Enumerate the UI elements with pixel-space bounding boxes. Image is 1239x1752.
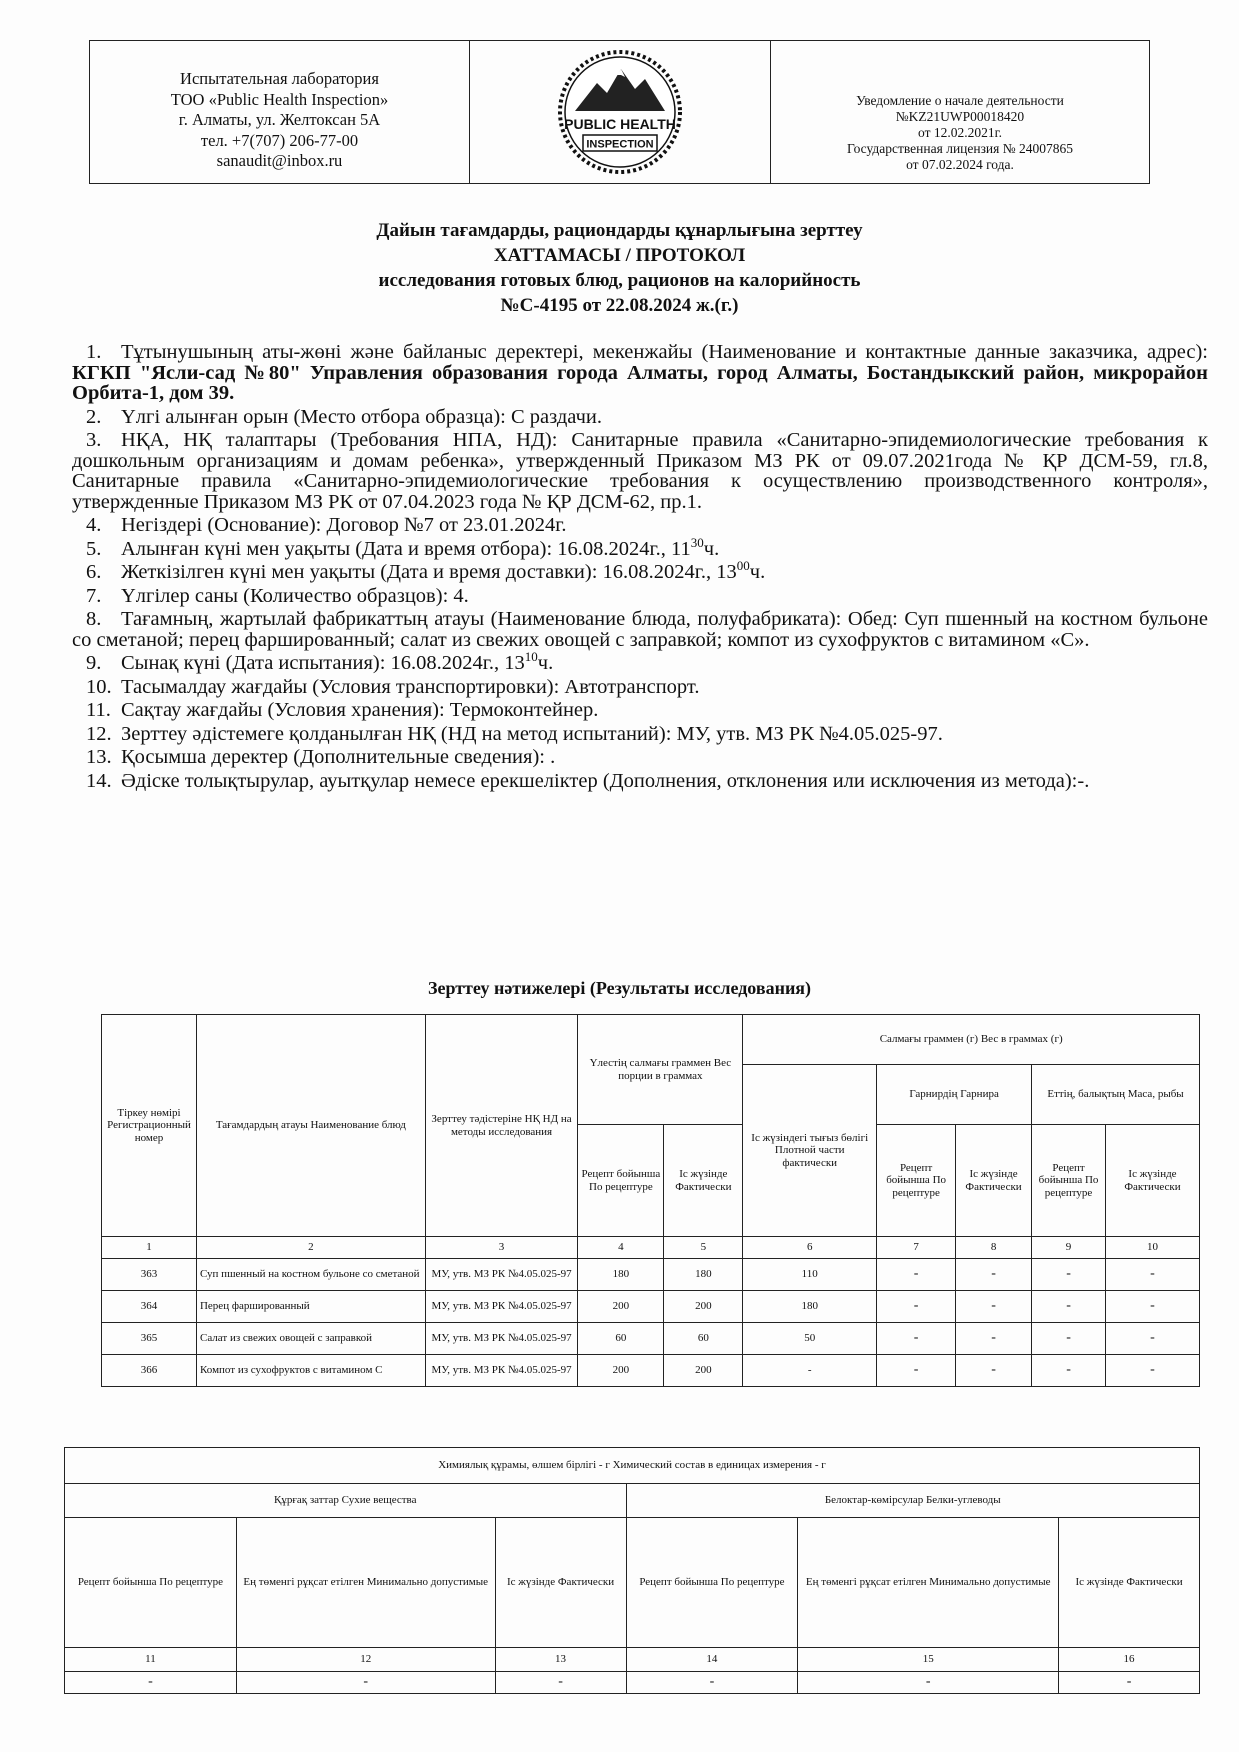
col-number: 11 (65, 1648, 237, 1672)
header-box (89, 40, 1150, 184)
col-number: 5 (664, 1237, 743, 1259)
lab-line: тел. +7(707) 206-77-00 (200, 130, 359, 150)
col-number: 1 (102, 1237, 197, 1259)
header-recipe: Рецепт бойынша По рецептуре (626, 1518, 798, 1648)
col-number: 13 (495, 1648, 626, 1672)
logo-text-1: PUBLIC HEALTH (564, 116, 676, 132)
title-line: Дайын тағамдарды, рациондарды құнарлығына зерттеу (376, 220, 863, 241)
header-actual: Іс жүзінде Фактически (664, 1125, 743, 1237)
protocol-items (72, 342, 1208, 794)
item-10: 10. Тасымалдау жағдайы (Условия транспортировки): Автотранспорт. (86, 675, 700, 698)
logo-cell (470, 41, 771, 183)
title-line: ХАТТАМАСЫ / ПРОТОКОЛ (493, 245, 746, 266)
item-7: 7. Үлгілер саны (Количество образцов): 4. (86, 584, 469, 607)
cell-value: - (877, 1291, 956, 1323)
cell-name: Перец фаршированный (196, 1291, 425, 1323)
table-row (65, 1672, 1200, 1694)
header-chemical: Химиялық құрамы, өлшем бірлігі - г Химический состав в единицах измерения - г (65, 1448, 1200, 1484)
license-line: Уведомление о начале деятельности (856, 93, 1064, 108)
header-recipe: Рецепт бойынша По рецептуре (578, 1125, 664, 1237)
item-5: 5. Алынған күні мен уақыты (Дата и время отбора): 16.08.2024г., $11^{30}ч$. (86, 534, 720, 560)
title-line: исследования готовых блюд, рационов на калорийность (378, 270, 861, 291)
cell-value: - (1059, 1672, 1200, 1694)
cell-name: Суп пшенный на костном бульоне со сметаной (196, 1259, 425, 1291)
cell-name: Салат из свежих овощей с заправкой (196, 1323, 425, 1355)
item-14: 14. Әдіске толықтырулар, ауытқулар немесе ерекшеліктер (Дополнения, отклонения или исключения из метода):-. (86, 769, 1090, 792)
cell-value: - (743, 1355, 877, 1387)
cell-method: МУ, утв. МЗ РК №4.05.025-97 (425, 1259, 578, 1291)
cell-value: - (956, 1291, 1032, 1323)
cell-value: - (877, 1355, 956, 1387)
cell-reg: 364 (102, 1291, 197, 1323)
item-4: 4. Негіздері (Основание): Договор №7 от 23.01.2024г. (86, 514, 567, 536)
cell-value: - (956, 1355, 1032, 1387)
cell-value: - (956, 1259, 1032, 1291)
item-12: 12. Зерттеу әдістемеге қолданылған НҚ (НД на метод испытаний): МУ, утв. МЗ РК №4.05.025-97. (86, 722, 943, 745)
header-meat: Еттің, балықтың Маса, рыбы (1032, 1065, 1200, 1125)
col-number: 2 (196, 1237, 425, 1259)
col-number: 6 (743, 1237, 877, 1259)
header-recipe: Рецепт бойынша По рецептуре (65, 1518, 237, 1648)
item-9: 9. Сынақ күні (Дата испытания): 16.08.2024г., $13^{10}ч$. (86, 649, 554, 674)
cell-method: МУ, утв. МЗ РК №4.05.025-97 (425, 1323, 578, 1355)
license-line: от 07.02.2024 года. (906, 157, 1014, 172)
cell-value: - (877, 1323, 956, 1355)
header-method: Зерттеу тәдістеріне НҚ НД на методы исследования (425, 1015, 578, 1237)
cell-value: - (877, 1259, 956, 1291)
item-13: 13. Қосымша деректер (Дополнительные сведения): . (86, 746, 556, 768)
header-min: Ең төменгі рұқсат етілген Минимально допустимые (798, 1518, 1059, 1648)
col-number: 10 (1106, 1237, 1200, 1259)
document-title (89, 218, 1150, 318)
cell-name: Компот из сухофруктов с витамином С (196, 1355, 425, 1387)
protocol-number: №С-4195 от 22.08.2024 ж.(г.) (500, 295, 739, 316)
cell-value: - (626, 1672, 798, 1694)
results-title: Зерттеу нәтижелері (Результаты исследования) (427, 978, 812, 998)
lab-info (90, 41, 470, 183)
lab-line: ТОО «Public Health Inspection» (170, 89, 389, 109)
header-min: Ең төменгі рұқсат етілген Минимально допустимые (236, 1518, 495, 1648)
cell-value: - (65, 1672, 237, 1694)
col-number: 3 (425, 1237, 578, 1259)
item-3: 3. НҚА, НҚ талаптары (Требования НПА, НД): Санитарные правила «Санитарно-эпидемиологические требования к дошкольным организациям и домам ребенка», утвержденный Приказом МЗ РК от 09.07.2021года № ҚР ДСМ-59, гл.8, Санитарные правила «Санитарно-эпидемиологические требования к осуществлению производственного контроля», утвержденные Приказом МЗ РК от 07.04.2023 года № ҚР ДСМ-62, пр.1. (72, 429, 1208, 513)
lab-line: г. Алматы, ул. Желтоксан 5А (178, 110, 381, 129)
cell-value: 60 (664, 1323, 743, 1355)
cell-reg: 363 (102, 1259, 197, 1291)
item-8: 8. Тағамның, жартылай фабрикаттың атауы (Наименование блюда, полуфабриката): Обед: Суп пшенный на костном бульоне со сметаной; перец фаршированный; салат из свежих овощей с заправкой; компот из сухофруктов с витамином «С». (72, 608, 1208, 651)
col-number: 12 (236, 1648, 495, 1672)
cell-value: - (1032, 1259, 1106, 1291)
header-dry: Құрғақ заттар Сухие вещества (65, 1484, 627, 1518)
header-weight: Салмағы граммен (г) Вес в граммах (г) (743, 1015, 1200, 1065)
header-name: Тағамдардың атауы Наименование блюд (196, 1015, 425, 1237)
column-numbers-row (102, 1237, 1200, 1259)
cell-value: 180 (743, 1291, 877, 1323)
results-table-chemical (64, 1447, 1200, 1694)
col-number: 15 (798, 1648, 1059, 1672)
item-2: 2. Үлгі алынған орын (Место отбора образца): С раздачи. (86, 405, 602, 428)
col-number: 8 (956, 1237, 1032, 1259)
results-table-weights (101, 1014, 1200, 1387)
header-recipe: Рецепт бойынша По рецептуре (1032, 1125, 1106, 1237)
header-garnish: Гарнирдің Гарнира (877, 1065, 1032, 1125)
header-portion: Үлестің салмағы граммен Вес порции в граммах (578, 1015, 743, 1125)
cell-value: 180 (578, 1259, 664, 1291)
cell-value: 200 (578, 1291, 664, 1323)
cell-value: 50 (743, 1323, 877, 1355)
item-11: 11. Сақтау жағдайы (Условия хранения): Термоконтейнер. (86, 699, 599, 721)
cell-value: - (1032, 1323, 1106, 1355)
cell-value: - (236, 1672, 495, 1694)
cell-value: - (1106, 1355, 1200, 1387)
license-line: от 12.02.2021г. (918, 125, 1002, 140)
logo-text-2: INSPECTION (586, 138, 654, 151)
cell-value: - (1106, 1259, 1200, 1291)
header-reg: Тіркеу нөмірі Регистрационный номер (102, 1015, 197, 1237)
cell-value: 110 (743, 1259, 877, 1291)
table-row (102, 1323, 1200, 1355)
cell-value: - (1032, 1291, 1106, 1323)
cell-method: МУ, утв. МЗ РК №4.05.025-97 (425, 1355, 578, 1387)
col-number: 4 (578, 1237, 664, 1259)
cell-value: 200 (664, 1355, 743, 1387)
cell-value: - (1106, 1291, 1200, 1323)
table-row (102, 1259, 1200, 1291)
cell-value: - (798, 1672, 1059, 1694)
cell-value: - (1032, 1355, 1106, 1387)
header-proteins: Белоктар-көмірсулар Белки-углеводы (626, 1484, 1200, 1518)
header-recipe: Рецепт бойынша По рецептуре (877, 1125, 956, 1237)
table-row (102, 1291, 1200, 1323)
header-actual: Іс жүзінде Фактически (495, 1518, 626, 1648)
header-actual: Іс жүзінде Фактически (1106, 1125, 1200, 1237)
col-number: 14 (626, 1648, 798, 1672)
cell-value: 200 (578, 1355, 664, 1387)
item-6: 6. Жеткізілген күні мен уақыты (Дата и время доставки): 16.08.2024г., $13^{00}ч$. (86, 558, 766, 583)
lab-line: sanaudit@inbox.ru (216, 151, 343, 170)
column-numbers-row (65, 1648, 1200, 1672)
cell-reg: 366 (102, 1355, 197, 1387)
header-actual: Іс жүзінде Фактически (1059, 1518, 1200, 1648)
cell-value: 180 (664, 1259, 743, 1291)
header-actual: Іс жүзінде Фактически (956, 1125, 1032, 1237)
col-number: 16 (1059, 1648, 1200, 1672)
cell-value: - (1106, 1323, 1200, 1355)
cell-reg: 365 (102, 1323, 197, 1355)
cell-value: 60 (578, 1323, 664, 1355)
col-number: 9 (1032, 1237, 1106, 1259)
col-number: 7 (877, 1237, 956, 1259)
cell-value: 200 (664, 1291, 743, 1323)
item-1: 1. Тұтынушының аты-жөні және байланыс деректері, мекенжайы (Наименование и контактные данные заказчика, адрес): КГКП "Ясли-сад №80" Управления образования города Алматы, город Алматы, Бостандыкский район, микрорайон Орбита-1, дом 39. (72, 341, 1208, 404)
public-health-inspection-logo (555, 47, 685, 177)
license-line: Государственная лицензия № 24007865 (846, 141, 1074, 156)
cell-method: МУ, утв. МЗ РК №4.05.025-97 (425, 1291, 578, 1323)
lab-line: Испытательная лаборатория (180, 69, 379, 88)
cell-value: - (495, 1672, 626, 1694)
table-row (102, 1355, 1200, 1387)
license-info (771, 41, 1149, 183)
header-dense: Іс жүзіндегі тығыз бөлігі Плотной части фактически (743, 1065, 877, 1237)
license-line: №KZ21UWP00018420 (895, 109, 1025, 124)
cell-value: - (956, 1323, 1032, 1355)
